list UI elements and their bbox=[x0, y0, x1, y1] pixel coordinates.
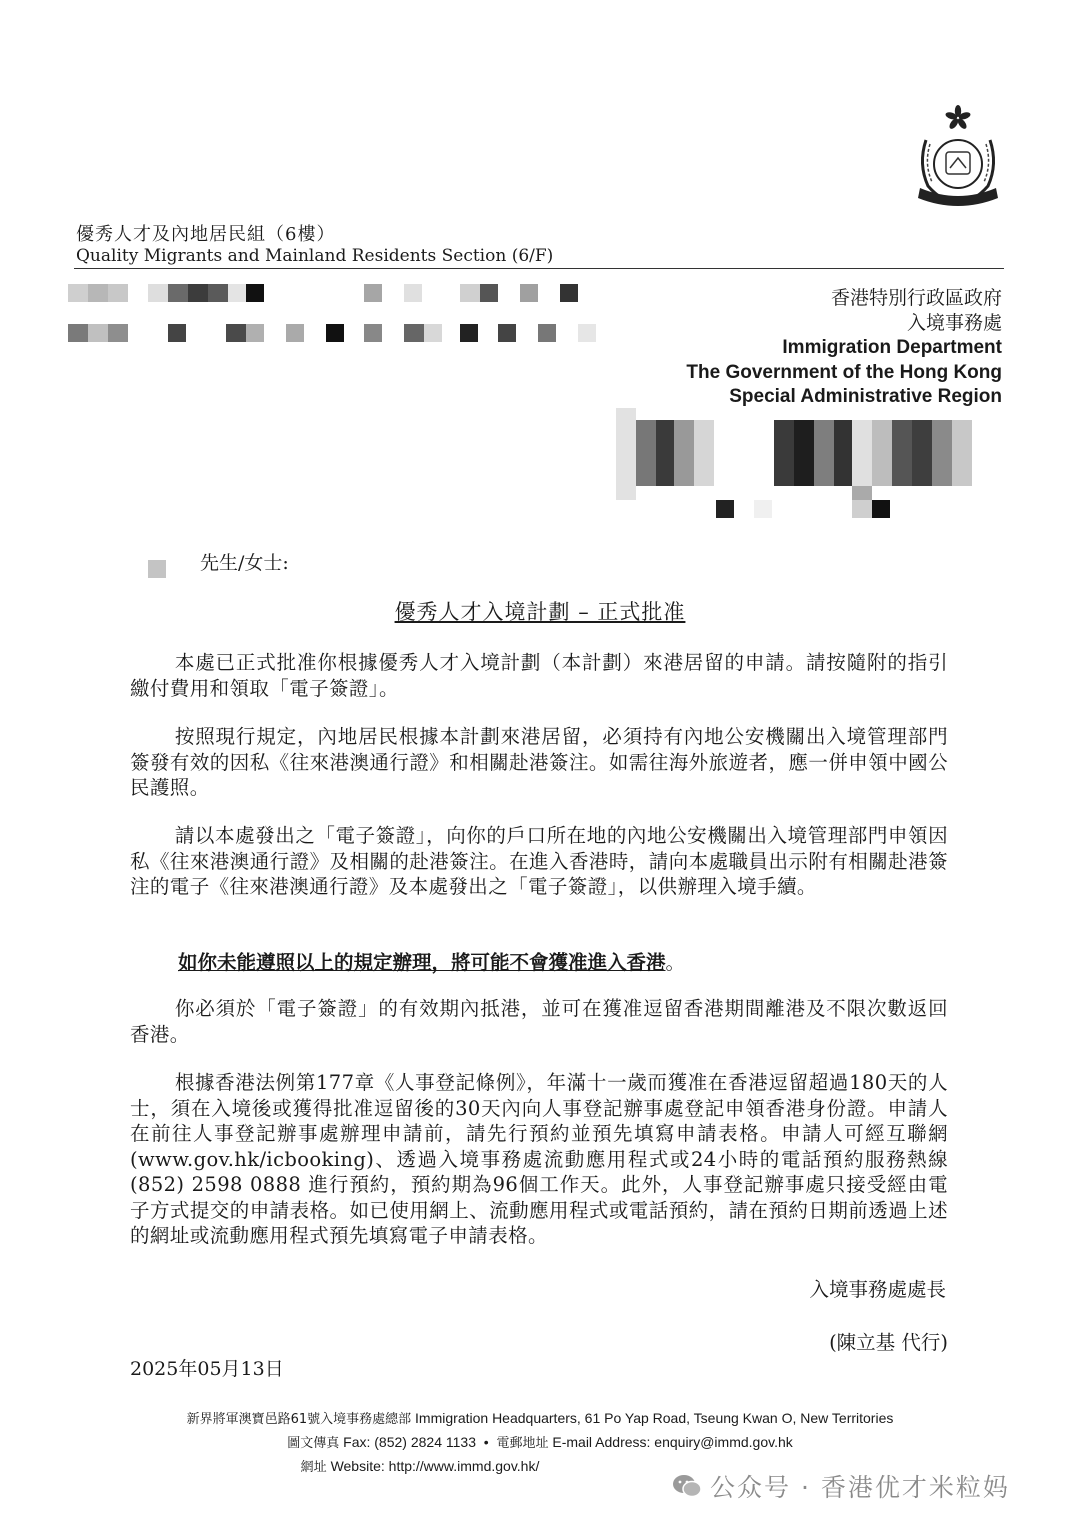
watermark-text: 公众号 · 香港优才米粒妈 bbox=[710, 1473, 1010, 1502]
section-name-english: Quality Migrants and Mainland Residents Section (6/F) bbox=[76, 246, 554, 266]
section-name-chinese: 優秀人才及內地居民組（6樓） bbox=[76, 224, 336, 245]
footer-bullet: • bbox=[483, 1434, 489, 1450]
paragraph-1: 本處已正式批准你根據優秀人才入境計劃（本計劃）來港居留的申請。請按隨附的指引繳付費用和領取「電子簽證」。 bbox=[130, 651, 948, 700]
footer-web-url: Website: http://www.immd.gov.hk/ bbox=[330, 1458, 540, 1474]
footer-fax-label: 圖文傳真 bbox=[287, 1436, 340, 1451]
footer-address-zh: 新界將軍澳寶邑路61號入境事務處總部 bbox=[186, 1412, 412, 1427]
paragraph-3: 請以本處發出之「電子簽證」，向你的戶口所在地的內地公安機關出入境管理部門申領因私《往來港澳通行證》及相關的赴港簽注。在進入香港時，請向本處職員出示附有相關赴港簽注的電子《往來港澳通行證》及本處發出之「電子簽證」，以供辦理入境手續。 bbox=[130, 824, 948, 898]
footer-fax: Fax: (852) 2824 1133 bbox=[343, 1434, 476, 1450]
acting-signatory: (陳立基 代行) bbox=[829, 1331, 948, 1354]
signer-title: 入境事務處處長 bbox=[809, 1278, 946, 1301]
paragraph-2: 按照現行規定，內地居民根據本計劃來港居留，必須持有內地公安機關出入境管理部門簽發有效的因私《往來港澳通行證》和相關赴港簽注。如需往海外旅遊者，應一併申領中國公民護照。 bbox=[130, 725, 948, 799]
footer-email-label: 電郵地址 bbox=[496, 1436, 549, 1451]
paragraph-5: 根據香港法例第177章《人事登記條例》，年滿十一歲而獲准在香港逗留超過180天的人士，須在入境後或獲得批准逗留後的30天內向人事登記辦事處登記申領香港身份證。申請人在前往人事登記辦事處辦理申請前，請先行預約並預先填寫申請表格。申請人可經互聯網 (www.gov.hk/icbooking)、透過入境事務處流動應用程式或24小時的電話預約服務熱線 (852) 2598 0888 進行預約，預約期為96個工作天。此外，人事登記辦事處只接受經由電子方式提交的申請表格。如已使用網上、流動應用程式或電話預約，請在預約日期前透過上述的網址或流動應用程式預先填寫電子申請表格。 bbox=[130, 1071, 968, 1247]
letter-subject: 優秀人才入境計劃 – 正式批准 bbox=[394, 600, 686, 624]
wechat-watermark bbox=[672, 1466, 1010, 1506]
warning-end: 。 bbox=[665, 951, 686, 974]
department-en-line1: Immigration Department bbox=[782, 337, 1002, 358]
department-zh-line1: 香港特別行政區政府 bbox=[830, 287, 1002, 309]
footer-address bbox=[0, 1407, 1080, 1431]
redacted-reference-number bbox=[616, 408, 972, 520]
department-en-line2: The Government of the Hong Kong bbox=[686, 362, 1002, 383]
warning-notice bbox=[178, 947, 685, 975]
department-zh-line2: 入境事務處 bbox=[906, 312, 1002, 334]
wechat-icon bbox=[672, 1473, 702, 1499]
warning-text: 如你未能遵照以上的規定辦理，將可能不會獲准進入香港 bbox=[178, 951, 666, 974]
footer-email: E-mail Address: enquiry@immd.gov.hk bbox=[552, 1434, 793, 1450]
salutation: 先生/女士: bbox=[200, 552, 289, 574]
footer-address-en: Immigration Headquarters, 61 Po Yap Road, Tseung Kwan O, New Territories bbox=[415, 1410, 894, 1426]
paragraph-4: 你必須於「電子簽證」的有效期內抵港，並可在獲准逗留香港期間離港及不限次數返回香港。 bbox=[130, 997, 948, 1046]
letter-date: 2025年05月13日 bbox=[130, 1358, 284, 1380]
department-en-line3: Special Administrative Region bbox=[729, 386, 1002, 407]
footer-web-label: 網址 bbox=[300, 1460, 327, 1475]
footer-contact bbox=[0, 1431, 1080, 1455]
immigration-crest-emblem bbox=[912, 104, 1004, 210]
redacted-surname bbox=[148, 560, 166, 578]
redacted-recipient-address bbox=[68, 284, 608, 346]
header-rule bbox=[74, 268, 1004, 269]
